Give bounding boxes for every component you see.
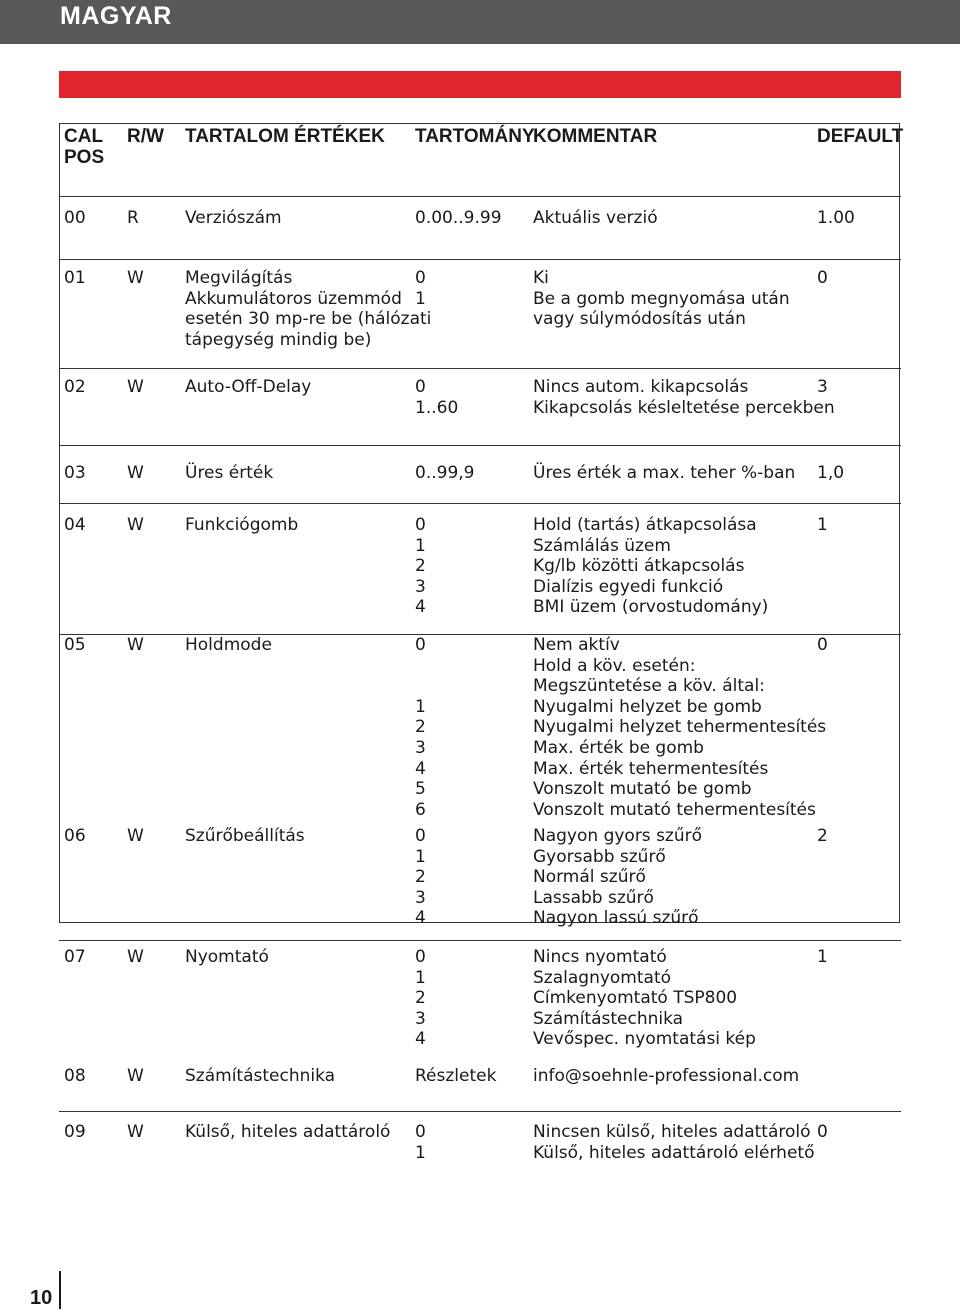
table-row-rw: W xyxy=(127,463,144,483)
table-row-rw: W xyxy=(127,635,144,655)
table-row-content: Nyomtató xyxy=(185,947,269,967)
table-row-content: Verziószám xyxy=(185,208,282,228)
column-header-comment: KOMMENTAR xyxy=(533,126,658,147)
table-row-range: 0 1 2 3 4 xyxy=(415,947,426,1050)
table-row-range: 0 1 xyxy=(415,268,426,309)
row-divider xyxy=(59,368,901,369)
table-row-comment: Üres érték a max. teher %-ban xyxy=(533,463,796,483)
table-row-cal: 09 xyxy=(64,1122,86,1142)
header-divider xyxy=(59,196,901,197)
table-row-rw: W xyxy=(127,826,144,846)
table-row-comment: Hold (tartás) átkapcsolása Számlálás üzem Kg/lb közötti átkapcsolás Dialízis egyedi funkció BMI üzem (orvostudomány) xyxy=(533,515,769,618)
table-row-default: 1 xyxy=(817,947,828,967)
table-row-comment: Ki Be a gomb megnyomása után vagy súlymódosítás után xyxy=(533,268,790,330)
table-row-comment: Nagyon gyors szűrő Gyorsabb szűrő Normál szűrő Lassabb szűrő Nagyon lassú szűrő xyxy=(533,826,703,929)
table-row-default: 1,0 xyxy=(817,463,845,483)
table-row-rw: W xyxy=(127,515,144,535)
language-title: MAGYAR xyxy=(60,2,172,30)
table-row-cal: 05 xyxy=(64,635,86,655)
column-header-cal-pos: CAL POS xyxy=(64,126,105,168)
table-row-rw: W xyxy=(127,1122,144,1142)
table-row-rw: W xyxy=(127,947,144,967)
table-row-range: Részletek xyxy=(415,1066,497,1086)
table-row-rw: W xyxy=(127,1066,144,1086)
table-row-comment: Nincsen külső, hiteles adattároló Külső, hiteles adattároló elérhető xyxy=(533,1122,815,1163)
table-row-range: 0 1..60 xyxy=(415,377,459,418)
table-row-range: 0 1 2 3 4 5 6 xyxy=(415,635,426,820)
table-row-default: 1.00 xyxy=(817,208,855,228)
table-row-cal: 04 xyxy=(64,515,86,535)
contact-email[interactable]: info@soehnle-professional.com xyxy=(533,1066,800,1086)
table-row-cal: 00 xyxy=(64,208,86,228)
table-row-cal: 08 xyxy=(64,1066,86,1086)
table-row-range: 0..99,9 xyxy=(415,463,475,483)
table-row-default: 1 xyxy=(817,515,828,535)
table-row-rw: W xyxy=(127,377,144,397)
table-row-comment: Nem aktív Hold a köv. esetén: Megszüntetése a köv. által: Nyugalmi helyzet be gomb Nyugalmi helyzet tehermentesítés Max. érték be gomb Max. érték tehermentesítés Vonszolt mutató be gomb Vonszolt mutató tehermentesítés xyxy=(533,635,827,820)
table-row-comment: Aktuális verzió xyxy=(533,208,658,228)
row-divider xyxy=(59,1111,901,1112)
table-row-content: Megvilágítás Akkumulátoros üzemmód esetén 30 mp-re be (hálózati tápegység mindig be) xyxy=(185,268,432,350)
table-row-cal: 03 xyxy=(64,463,86,483)
row-divider xyxy=(59,940,901,941)
table-row-default: 2 xyxy=(817,826,828,846)
table-row-content: Üres érték xyxy=(185,463,274,483)
table-row-comment: Nincs nyomtató Szalagnyomtató Címkenyomtató TSP800 Számítástechnika Vevőspec. nyomtatási kép xyxy=(533,947,756,1050)
column-header-content: TARTALOM ÉRTÉKEK xyxy=(185,126,385,147)
table-row-content: Holdmode xyxy=(185,635,272,655)
accent-bar xyxy=(59,71,901,98)
row-divider xyxy=(59,445,901,446)
table-row-content: Funkciógomb xyxy=(185,515,299,535)
table-row-range: 0.00..9.99 xyxy=(415,208,502,228)
column-header-rw: R/W xyxy=(127,126,164,147)
table-row-cal: 01 xyxy=(64,268,86,288)
row-divider xyxy=(59,503,901,504)
table-row-default: 3 xyxy=(817,377,828,397)
table-row-content: Számítástechnika xyxy=(185,1066,336,1086)
table-row-cal: 02 xyxy=(64,377,86,397)
table-row-rw: R xyxy=(127,208,139,228)
table-row-range: 0 1 2 3 4 xyxy=(415,826,426,929)
column-header-range: TARTOMÁNY xyxy=(415,126,535,147)
table-row-cal: 07 xyxy=(64,947,86,967)
table-row-cal: 06 xyxy=(64,826,86,846)
page-number: 10 xyxy=(30,1287,53,1309)
language-header-bar xyxy=(0,0,960,44)
table-row-content: Külső, hiteles adattároló xyxy=(185,1122,391,1142)
table-row-comment: Nincs autom. kikapcsolás Kikapcsolás késleltetése percekben xyxy=(533,377,835,418)
row-divider xyxy=(59,259,901,260)
table-row-range: 0 1 xyxy=(415,1122,426,1163)
table-row-default: 0 xyxy=(817,268,828,288)
table-row-rw: W xyxy=(127,268,144,288)
table-row-default: 0 xyxy=(817,1122,828,1142)
table-row-content: Auto-Off-Delay xyxy=(185,377,312,397)
column-header-default: DEFAULT xyxy=(817,126,904,147)
table-row-content: Szűrőbeállítás xyxy=(185,826,305,846)
table-row-range: 0 1 2 3 4 xyxy=(415,515,426,618)
table-row-default: 0 xyxy=(817,635,828,655)
